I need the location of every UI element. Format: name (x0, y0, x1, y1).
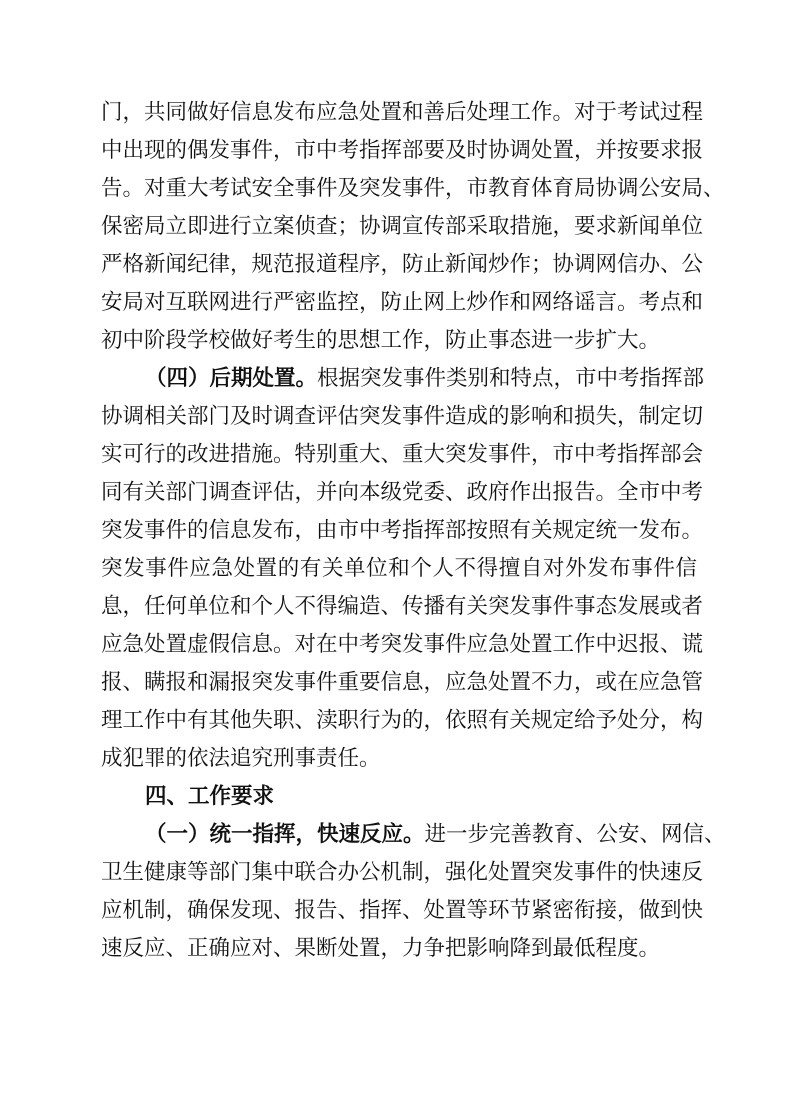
text-line: 理工作中有其他失职、渎职行为的，依照有关规定给予处分，构 (101, 708, 704, 733)
text-line: 初中阶段学校做好考生的思想工作，防止事态进一步扩大。 (101, 328, 661, 353)
text-line: 速反应、正确应对、果断处置，力争把影响降到最低程度。 (101, 936, 661, 961)
text-line: 实可行的改进措施。特别重大、重大突发事件，市中考指挥部会 (101, 442, 704, 467)
text-line: 应急处置虚假信息。对在中考突发事件应急处置工作中迟报、谎 (101, 632, 704, 657)
paragraph-heading: （一）统一指挥，快速反应。 (145, 822, 425, 847)
text-line: 安局对互联网进行严密监控，防止网上炒作和网络谣言。考点和 (101, 290, 704, 315)
paragraph-first-line (145, 815, 726, 855)
text-line: 严格新闻纪律，规范报道程序，防止新闻炒作；协调网信办、公 (101, 252, 704, 277)
text-line: 报、瞒报和漏报突发事件重要信息，应急处置不力，或在应急管 (101, 670, 704, 695)
paragraph-heading: （四）后期处置。 (145, 366, 318, 391)
text-line: 中出现的偶发事件，市中考指挥部要及时协调处置，并按要求报 (101, 138, 704, 163)
text-line: 门，共同做好信息发布应急处置和善后处理工作。对于考试过程 (101, 100, 704, 125)
section-heading: 四、工作要求 (145, 784, 275, 809)
text-line: 突发事件的信息发布，由市中考指挥部按照有关规定统一发布。 (101, 518, 704, 543)
text-line: 应机制，确保发现、报告、指挥、处置等环节紧密衔接，做到快 (101, 898, 704, 923)
text-line: 同有关部门调查评估，并向本级党委、政府作出报告。全市中考 (101, 480, 704, 505)
paragraph-first-line (145, 359, 705, 399)
paragraph-text: 根据突发事件类别和特点，市中考指挥部 (317, 366, 705, 391)
text-line: 保密局立即进行立案侦查；协调宣传部采取措施，要求新闻单位 (101, 214, 704, 239)
text-line: 卫生健康等部门集中联合办公机制，强化处置突发事件的快速反 (101, 860, 704, 885)
text-line: 成犯罪的依法追究刑事责任。 (101, 746, 381, 771)
text-line: 协调相关部门及时调查评估突发事件造成的影响和损失，制定切 (101, 404, 704, 429)
text-line: 告。对重大考试安全事件及突发事件，市教育体育局协调公安局、 (101, 176, 725, 201)
text-line: 突发事件应急处置的有关单位和个人不得擅自对外发布事件信 (101, 556, 697, 581)
paragraph-text: 进一步完善教育、公安、网信、 (424, 822, 726, 847)
text-line: 息，任何单位和个人不得编造、传播有关突发事件事态发展或者 (101, 594, 704, 619)
